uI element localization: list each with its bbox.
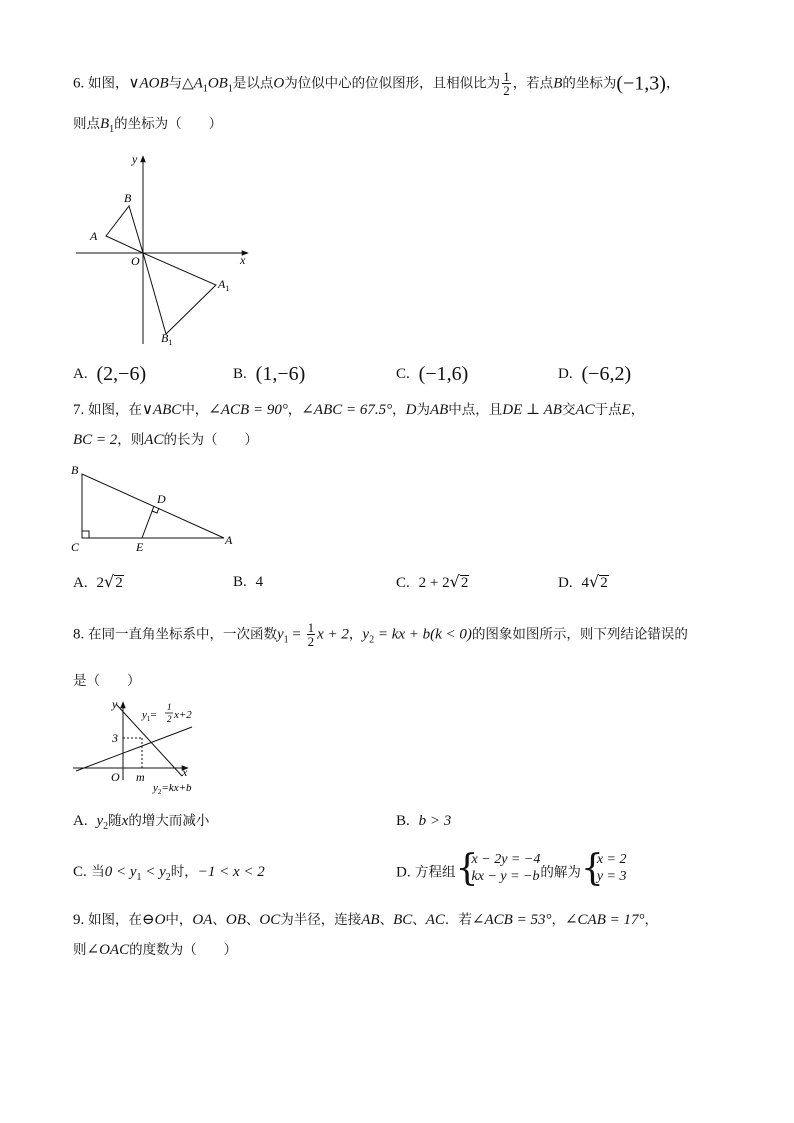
q8-label-line1: $y_1=$ [142,709,157,723]
q7-figure [68,460,248,555]
q8-option-d[interactable]: D. 方程组 { x − 2y = −4 kx − y = −b 的解为 { x = 2 y = 3 [396,851,627,894]
q6-option-c[interactable]: C. (−1,6) [396,363,469,385]
q8-label-line1-post: x+2 [174,709,192,721]
q9-stem-line2: 则∠OAC的度数为（ ） [73,942,238,958]
q6-label-b1: $B_1$ [161,331,173,347]
q6-triangle-aob [106,206,143,253]
q7-triangle-abc [82,474,224,538]
q8-option-d-system: { x − 2y = −4 kx − y = −b [455,848,541,889]
q6-triangle-a1ob1 [143,253,216,334]
q7-option-d[interactable]: D. 4√2 [558,572,608,591]
q6-ratio-fraction: $\frac{1}{2}$ [503,69,510,98]
q7-right-angle-c [82,531,89,538]
q7-label-e: E [136,540,144,554]
q6-label-o: O [131,254,140,268]
q8-label-line1-num: 1 [167,702,172,712]
q8-label-x: x [182,765,188,779]
q8-option-d-solution: { x = 2 y = 3 [580,848,627,889]
q6-stem-line1: 6. 如图，∨AOB与$\triangle A_1OB_1$是以点O为位似中心的位似图形，且相似比为 $\frac{1}{2}$ ，若点B的坐标为(−1,3)， [73,69,680,98]
q6-option-a[interactable]: A. (2,−6) [73,363,147,385]
q8-option-c[interactable]: C. 当$0 < y_1 < y_2$时，−1 < x < 2 [73,864,265,883]
q6-label-y: y [132,152,138,166]
q8-stem-line1: 8. 在同一直角坐标系中，一次函数$y_1$ = $\frac{1}{2}$ x + 2，$y_2$ = kx + b(k < 0)的图象如图所示，则下列结论错误的 [73,620,688,649]
q8-stem-line2: 是（ ） [73,673,141,689]
q6-label-a1: $A_1$ [218,277,230,293]
q6-label-x: x [240,253,246,267]
q8-label-o: O [111,770,120,784]
q8-label-line1-den: 2 [167,714,172,724]
q6-label-b: B [124,191,132,205]
q8-label-y: y [112,697,118,711]
q7-stem-line1: 7. 如图，在∨ABC中，∠ACB = 90°，∠ABC = 67.5°，D为AB中点，且DE ⊥ AB交AC于点E， [73,402,645,418]
q7-stem-line2: BC = 2，则AC的长为（ ） [73,432,258,448]
q8-label-three: 3 [112,731,118,745]
q8-label-line2: $y_2=kx+b$ [153,782,192,796]
q8-figure [68,694,248,796]
q6-label-a: A [90,229,98,243]
q6-stem-line2: 则点$B_1$的坐标为（ ） [73,116,223,135]
q7-label-c: C [71,540,80,554]
q8-option-a[interactable]: A. $y_2$随x的增大而减小 [73,813,210,832]
q7-option-b[interactable]: B. 4 [233,574,264,590]
q8-fraction-half: $\frac{1}{2}$ [307,620,315,649]
q6-option-d[interactable]: D. (−6,2) [558,363,632,385]
q8-option-b[interactable]: B. b > 3 [396,813,452,829]
q7-label-a: A [225,533,233,547]
q8-label-m: m [136,770,145,784]
q8-line-y1 [76,727,192,771]
q9-stem-line1: 9. 如图，在⊖O中，OA、OB、OC为半径，连接AB、BC、AC．若∠ACB = 53°，∠CAB = 17°， [73,912,658,928]
q7-label-b: B [71,463,79,477]
q6-option-b[interactable]: B. (1,−6) [233,363,306,385]
q7-option-c[interactable]: C. 2 + 2√2 [396,572,469,591]
q7-option-a[interactable]: A. 2√2 [73,572,123,591]
q6-figure [70,148,260,348]
q7-label-d: D [157,492,166,506]
